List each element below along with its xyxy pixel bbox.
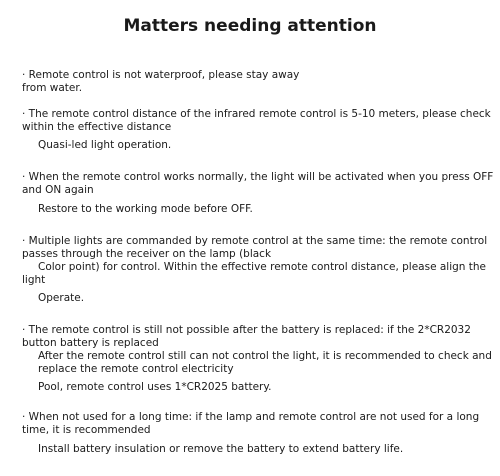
- notice-text: Restore to the working mode before OFF.: [38, 203, 253, 215]
- notice-text: passes through the receiver on the lamp (black: [22, 248, 272, 260]
- notice-text: · When the remote control works normally, the light will be activated when you press OFF: [22, 171, 494, 183]
- notice-text: · Multiple lights are commanded by remote control at the same time: the remote control: [22, 235, 488, 247]
- notice-text: Color point) for control. Within the effective remote control distance, please align the: [38, 261, 487, 273]
- notice-text: and ON again: [22, 184, 94, 196]
- notice-text: within the effective distance: [22, 121, 172, 133]
- notice-text: · The remote control distance of the infrared remote control is 5-10 meters, please check: [22, 108, 491, 120]
- notice-text: button battery is replaced: [22, 337, 159, 349]
- notice-text: light: [22, 274, 46, 286]
- page-title: Matters needing attention: [123, 16, 377, 36]
- notice-text: After the remote control still can not control the light, it is recommended to check and: [38, 350, 492, 362]
- notice-text: · The remote control is still not possible after the battery is replaced: if the 2*CR2032: [22, 324, 471, 336]
- notice-text: Quasi-led light operation.: [38, 139, 172, 151]
- notice-text: Install battery insulation or remove the battery to extend battery life.: [38, 443, 404, 455]
- notice-text: from water.: [22, 82, 83, 94]
- notice-text: replace the remote control electricity: [38, 363, 234, 375]
- notice-text: · When not used for a long time: if the lamp and remote control are not used for a long: [22, 411, 480, 423]
- notice-text: Operate.: [38, 292, 85, 304]
- notice-text: Pool, remote control uses 1*CR2025 battery.: [38, 381, 272, 393]
- notice-text: time, it is recommended: [22, 424, 151, 436]
- notice-text: · Remote control is not waterproof, please stay away: [22, 69, 300, 81]
